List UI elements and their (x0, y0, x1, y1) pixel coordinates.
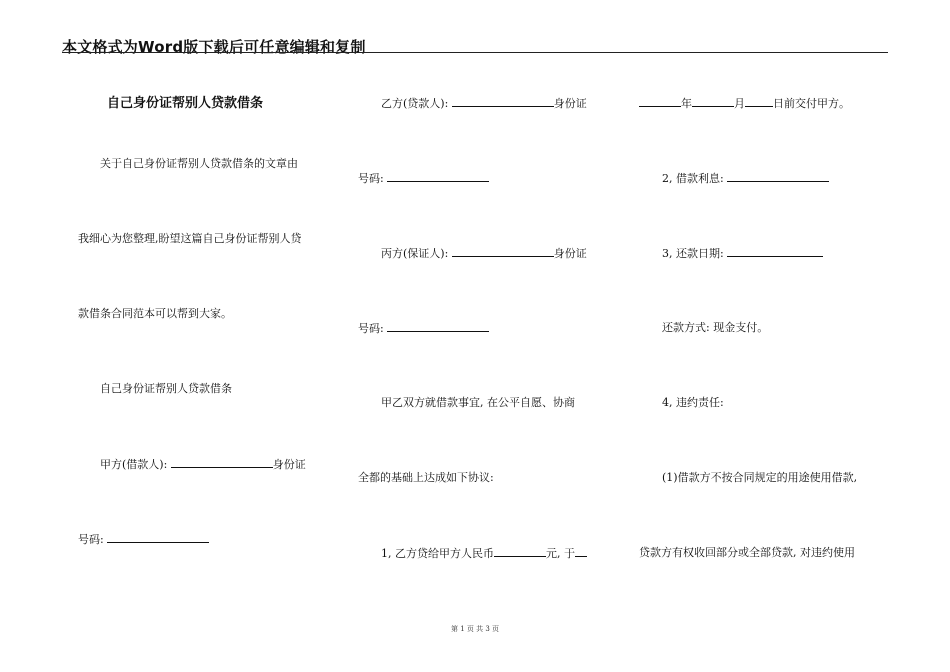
guarantor-line (381, 246, 587, 261)
repayment-date-label: 3, 还款日期: (662, 247, 724, 260)
loan-amount-label: 1, 乙方贷给甲方人民币 (381, 547, 494, 560)
loan-amount-line (381, 546, 587, 561)
borrower-name-blank (171, 457, 273, 468)
guarantor-id-number-label: 号码: (358, 322, 384, 335)
liability-heading: 4, 违约责任: (662, 396, 724, 409)
lender-id-line (358, 171, 489, 186)
lender-id-number-label: 号码: (358, 172, 384, 185)
interest-label: 2, 借款利息: (662, 172, 724, 185)
page-number: 第 1 页 共 3 页 (450, 625, 500, 633)
repayment-date-blank (727, 246, 823, 257)
day-blank (745, 96, 773, 107)
delivery-date-blank (575, 546, 587, 557)
month-label: 月 (734, 97, 745, 110)
borrower-label: 甲方(借款人): (100, 458, 168, 471)
borrower-id-line (78, 532, 209, 547)
delivery-date-line (639, 96, 850, 111)
loan-amount-blank (494, 546, 546, 557)
contract-title: 自己身份证帮别人贷款借条 (107, 96, 264, 111)
lender-id-card-label: 身份证 (553, 97, 587, 110)
interest-line (662, 171, 829, 186)
guarantor-name-blank (452, 246, 554, 257)
lender-label: 乙方(贷款人): (381, 97, 449, 110)
col1-line-2: 我细心为您整理,盼望这篇自己身份证帮别人贷 (78, 232, 302, 245)
guarantor-label: 丙方(保证人): (381, 247, 449, 260)
loan-amount-unit: 元, 于 (546, 547, 575, 560)
lender-id-blank (387, 171, 489, 182)
guarantor-id-card-label: 身份证 (553, 247, 587, 260)
interest-blank (727, 171, 829, 182)
day-suffix: 日前交付甲方。 (773, 97, 850, 110)
guarantor-id-blank (387, 321, 489, 332)
lender-line (381, 96, 587, 111)
repayment-date-line (662, 246, 823, 261)
header-divider (62, 52, 888, 53)
repayment-method-line: 还款方式: 现金支付。 (662, 321, 769, 334)
id-number-label: 号码: (78, 533, 104, 546)
id-card-label: 身份证 (272, 458, 306, 471)
document-header-title: 本文格式为Word版下载后可任意编辑和复制 (62, 38, 366, 56)
col1-line-3: 款借条合同范本可以帮到大家。 (78, 307, 232, 320)
liability-clause-line-1: (1)借款方不按合同规定的用途使用借款, (662, 471, 858, 484)
col2-agreement-line-2: 全都的基础上达成如下协议: (358, 471, 494, 484)
col1-line-4: 自己身份证帮别人贷款借条 (100, 382, 232, 395)
lender-name-blank (452, 96, 554, 107)
col2-agreement-line-1: 甲乙双方就借款事宜, 在公平自愿、协商 (381, 396, 575, 409)
guarantor-id-line (358, 321, 489, 336)
year-label: 年 (681, 97, 692, 110)
liability-clause-line-2: 贷款方有权收回部分或全部贷款, 对违约使用 (639, 546, 855, 559)
year-blank (639, 96, 681, 107)
borrower-line (100, 457, 306, 472)
col1-line-1: 关于自己身份证帮别人贷款借条的文章由 (100, 157, 298, 170)
month-blank (692, 96, 734, 107)
borrower-id-blank (107, 532, 209, 543)
